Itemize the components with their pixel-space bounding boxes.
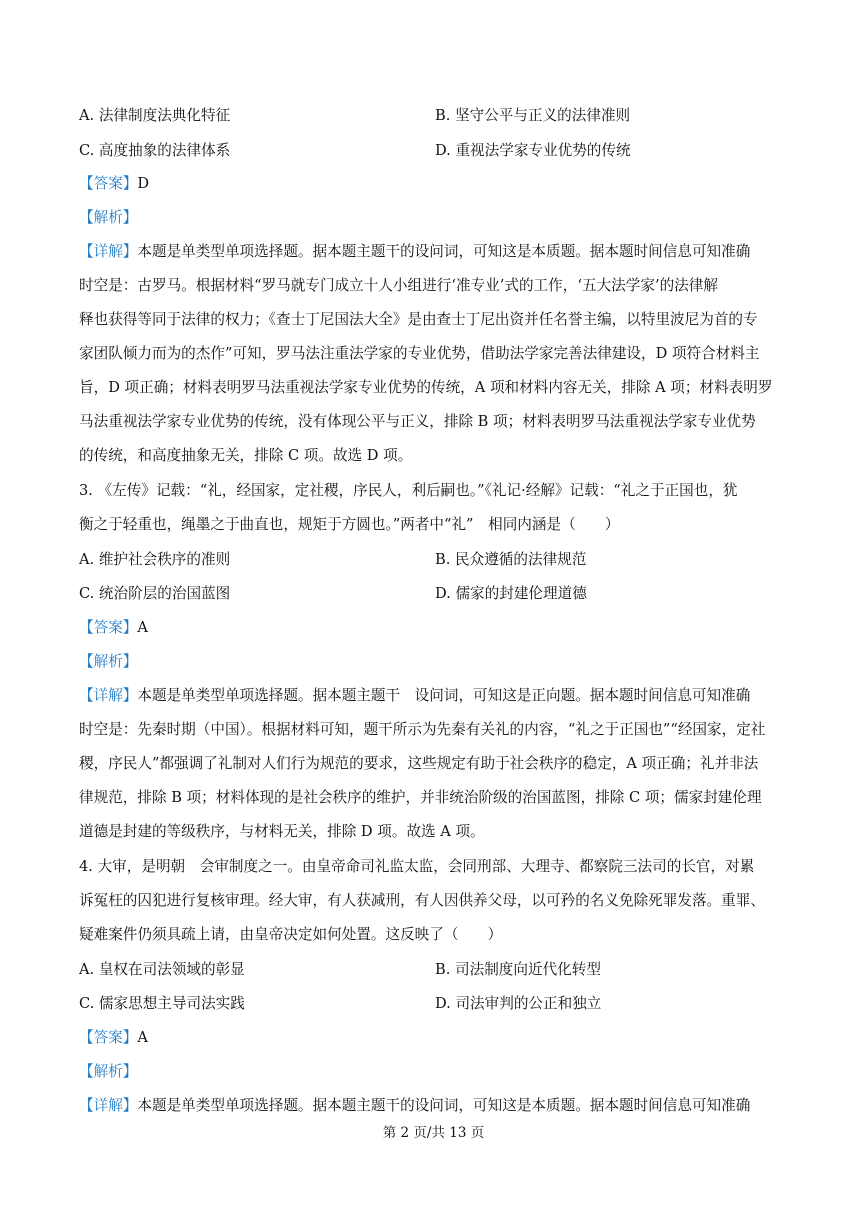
- answer-tag: 【答案】: [79, 175, 138, 192]
- q4-option-a: A. 皇权在司法领域的彰显: [79, 961, 245, 978]
- q2-option-c: C. 高度抽象的法律体系: [79, 142, 231, 159]
- q3-stem-line: 3. 《左传》记载：“礼，经国家，定社稷，序民人，利后嗣也。”《礼记·经解》记载：“礼之于正国也，犹: [79, 482, 738, 499]
- q4-stem-line: 诉冤枉的囚犯进行复核审理。经大审，有人获减刑，有人因供养父母，以可矜的名义免除死罪发落。重罪、: [79, 892, 765, 909]
- q2-detail-line: 家团队倾力而为的杰作”可知，罗马法注重法学家的专业优势，借助法学家完善法律建设，D 项符合材料主: [79, 345, 760, 362]
- detail-text: 本题是单类型单项选择题。据本题主题干的设问词，可知这是本质题。据本题时间信息可知准确: [137, 243, 751, 260]
- q2-option-a: A. 法律制度法典化特征: [79, 107, 231, 124]
- q4-option-b: B. 司法制度向近代化转型: [435, 961, 601, 978]
- q4-option-c: C. 儒家思想主导司法实践: [79, 995, 245, 1012]
- q2-detail-line: 马法重视法学家专业优势的传统，没有体现公平与正义，排除 B 项；材料表明罗马法重视法学家专业优势: [79, 413, 756, 430]
- answer-value: A: [137, 619, 148, 636]
- detail-tag: 【详解】: [79, 687, 138, 704]
- q4-analysis-tag: [79, 1062, 791, 1082]
- detail-tag: 【详解】: [79, 243, 138, 260]
- answer-tag: 【答案】: [79, 1029, 138, 1046]
- detail-tag: 【详解】: [79, 1097, 138, 1114]
- q3-option-c: C. 统治阶层的治国蓝图: [79, 585, 231, 602]
- answer-value: D: [137, 175, 150, 192]
- q3-detail-line: 律规范，排除 B 项；材料体现的是社会秩序的维护，并非统治阶级的治国蓝图，排除 C 项；儒家封建伦理: [79, 789, 762, 806]
- q4-stem-line: 疑难案件仍须具疏上请，由皇帝决定如何处置。这反映了（ ）: [79, 926, 503, 943]
- q2-detail-line: 释也获得等同于法律的权力；《查士丁尼国法大全》是由查士丁尼出资并任名誉主编，以特里波尼为首的专: [79, 311, 758, 328]
- q4-answer: [79, 1028, 791, 1048]
- analysis-tag: 【解析】: [79, 653, 138, 670]
- q4-stem-line: 4. 大审，是明朝 会审制度之一。由皇帝命司礼监太监，会同刑部、大理寺、都察院三法司的长官，对累: [79, 858, 755, 875]
- q2-detail-line: 的传统，和高度抽象无关，排除 C 项。故选 D 项。: [79, 447, 413, 464]
- q3-analysis-tag: [79, 652, 791, 672]
- q3-detail-line: 道德是封建的等级秩序，与材料无关，排除 D 项。故选 A 项。: [79, 823, 485, 840]
- q3-option-a: A. 维护社会秩序的准则: [79, 551, 231, 568]
- q2-detail-line: [79, 242, 791, 262]
- analysis-tag: 【解析】: [79, 1063, 138, 1080]
- detail-text: 本题是单类型单项选择题。据本题主题干的设问词，可知这是本质题。据本题时间信息可知准确: [137, 1097, 751, 1114]
- q4-option-d: D. 司法审判的公正和独立: [435, 995, 602, 1012]
- answer-tag: 【答案】: [79, 619, 138, 636]
- q2-detail-line: 时空是：古罗马。根据材料“罗马就专门成立十人小组进行‘准专业’式的工作，‘五大法学家’的法律解: [79, 277, 718, 294]
- q2-detail-line: 旨，D 项正确；材料表明罗马法重视法学家专业优势的传统，A 项和材料内容无关，排除 A 项；材料表明罗: [79, 379, 773, 396]
- q3-answer: [79, 618, 791, 638]
- q3-detail-line: [79, 686, 791, 706]
- q3-detail-line: 稷，序民人”都强调了礼制对人们行为规范的要求，这些规定有助于社会秩序的稳定，A 项正确；礼并非法: [79, 755, 759, 772]
- q2-option-d: D. 重视法学家专业优势的传统: [435, 142, 631, 159]
- q3-option-d: D. 儒家的封建伦理道德: [435, 585, 587, 602]
- q2-option-b: B. 坚守公平与正义的法律准则: [435, 107, 631, 124]
- answer-value: A: [137, 1029, 148, 1046]
- detail-text: 本题是单类型单项选择题。据本题主题干 设问词，可知这是正向题。据本题时间信息可知准确: [137, 687, 751, 704]
- q4-detail-line: [79, 1096, 791, 1116]
- q3-option-b: B. 民众遵循的法律规范: [435, 551, 587, 568]
- page-number-footer: 第 2 页/共 13 页: [382, 1125, 485, 1141]
- q3-detail-line: 时空是：先秦时期（中国）。根据材料可知，题干所示为先秦有关礼的内容，“礼之于正国也”“经国家，定社: [79, 721, 766, 738]
- q2-answer: [79, 174, 791, 194]
- q2-analysis-tag: [79, 208, 791, 228]
- analysis-tag: 【解析】: [79, 209, 138, 226]
- q3-stem-line: 衡之于轻重也，绳墨之于曲直也，规矩于方圆也。”两者中“礼” 相同内涵是（ ）: [79, 516, 620, 533]
